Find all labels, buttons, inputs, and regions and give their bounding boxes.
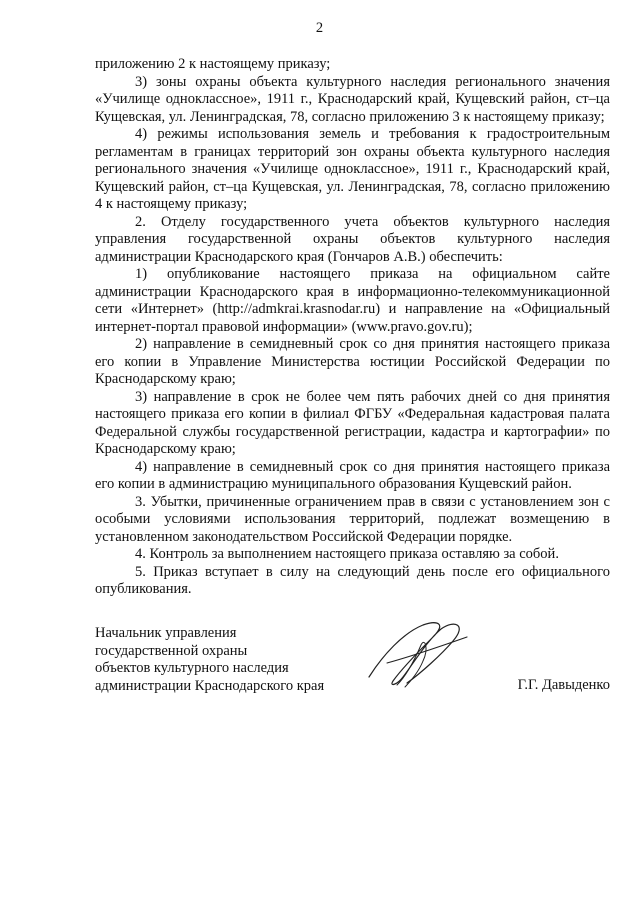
document-body xyxy=(95,56,610,599)
signer-title-line: объектов культурного наследия xyxy=(95,660,289,676)
signer-title-line: администрации Краснодарского края xyxy=(95,677,325,694)
paragraph-2: 3) зоны охраны объекта культурного наследия регионального значения «Училище одноклассное», 1911 г., Краснодарский край, Кущевский район, ст–ца Кущевская, ул. Ленинградская, 78, согласно приложению 3 к настоящему приказу; xyxy=(95,73,610,125)
signature-block xyxy=(95,625,610,705)
paragraph-3: 4) режимы использования земель и требования к градостроительным регламентам в границах территорий зон охраны объекта культурного наследия регионального значения «Училище одноклассное», 1911 г., Краснодарский край, Кущевский район, ст–ца Кущевская, ул. Ленинградская, 78, согласно приложению 4 к настоящему приказу; xyxy=(95,126,610,212)
paragraph-4: 2. Отделу государственного учета объектов культурного наследия управления государственной охраны объектов культурного наследия администрации Краснодарского края (Гончаров А.В.) обеспечить: xyxy=(95,213,610,265)
paragraph-8: 4) направление в семидневный срок со дня принятия настоящего приказа его копии в администрацию муниципального образования Кущевский район. xyxy=(95,458,610,492)
signer-title-line: государственной охраны xyxy=(95,642,248,659)
handwritten-signature-icon xyxy=(363,615,473,695)
page-number: 2 xyxy=(315,20,324,36)
signer-title xyxy=(95,625,324,695)
paragraph-9: 3. Убытки, причиненные ограничением прав в связи с установлением зон с особыми условиями использования территорий, подлежат возмещению в установленном законодательством Российской Федерации порядке. xyxy=(95,493,610,545)
paragraph-5: 1) опубликование настоящего приказа на официальном сайте администрации Краснодарского края в информационно-телекоммуникационной сети «Интернет» (http://admkrai.krasnodar.ru) и направление на «Официальный интернет-портал правовой информации» (www.pravo.gov.ru); xyxy=(95,266,610,335)
signer-title-line: Начальник управления xyxy=(95,625,237,641)
signer-name: Г.Г. Давыденко xyxy=(517,677,610,693)
paragraph-6: 2) направление в семидневный срок со дня принятия настоящего приказа его копии в Управление Министерства юстиции Российской Федерации по Краснодарскому краю; xyxy=(95,336,610,387)
paragraph-7: 3) направление в срок не более чем пять рабочих дней со дня принятия настоящего приказа его копии в филиал ФГБУ «Федеральная кадастровая палата Федеральной службы государственной регистрации, кадастра и картографии» по Краснодарскому краю; xyxy=(95,388,610,457)
paragraph-1: приложению 2 к настоящему приказу; xyxy=(95,56,331,72)
paragraph-11: 5. Приказ вступает в силу на следующий день после его официального опубликования. xyxy=(95,563,610,597)
paragraph-10: 4. Контроль за выполнением настоящего приказа оставляю за собой. xyxy=(135,546,559,562)
